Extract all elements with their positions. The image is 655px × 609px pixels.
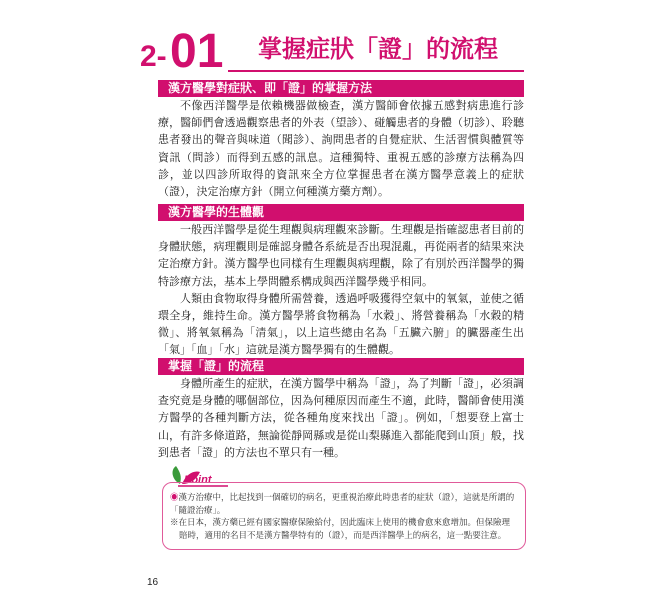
- point-label: Point: [184, 474, 212, 486]
- section-heading-1: 漢方醫學對症狀、即「證」的掌握方法: [158, 80, 524, 97]
- chapter-prefix: 2-: [140, 40, 167, 73]
- point-callout-text: [170, 491, 516, 541]
- point-note: ※在日本，漢方藥已經有國家醫療保險給付，因此臨床上使用的機會愈來愈增加。但保險理賠時，適用的名目不是漢方醫學特有的（證），而是西洋醫學上的病名，這一點要注意。: [170, 517, 511, 540]
- paragraph: 不像西洋醫學是依賴機器做檢查，漢方醫師會依據五感對病患進行診療，醫師們會透過觀察患者的外表（望診）、碰觸患者的身體（切診）、聆聽患者發出的聲音與味道（聞診）、詢問患者的自覺症狀、生活習慣與體質等資訊（問診）而得到五感的訊息。這種獨特、重視五感的診療方法稱為四診，並以四診所取得的資訊來全方位掌握患者在漢方醫學意義上的症狀（證），決定治療方針（開立何種漢方藥方劑）。: [158, 99, 524, 199]
- section-body-2: [158, 221, 524, 359]
- chapter-number: 01: [170, 25, 224, 78]
- chapter-title: 掌握症狀「證」的流程: [258, 36, 498, 63]
- paragraph: 一般西洋醫學是從生理觀與病理觀來診斷。生理觀是指確認患者目前的身體狀態，病理觀則是確認身體各系統是否出現混亂，再從兩者的結果來決定治療方針。漢方醫學也同樣有生理觀與病理觀，除了有別於西洋醫學的獨特診療方法，基本上學問體系構成與西洋醫學幾乎相同。: [158, 223, 524, 288]
- chapter-title-underline: [228, 70, 524, 72]
- section-body-3: [158, 375, 524, 461]
- point-main-line: [170, 491, 516, 516]
- page-number: 16: [147, 577, 159, 588]
- paragraph: 身體所產生的症狀，在漢方醫學中稱為「證」，為了判斷「證」，必須調查究竟是身體的哪個部位，因為何種原因而產生不適，此時，醫師會使用漢方醫學的各種判斷方法，從各種角度來找出「證」。例如，「想要登上富士山，有許多條道路，無論從靜岡縣或是從山梨縣進入都能爬到山頂」般，找到患者「證」的方法也不單只有一種。: [158, 377, 524, 459]
- section-body-1: [158, 97, 524, 200]
- point-main-text: 漢方治療中，比起找到一個確切的病名，更重視治療此時患者的症狀（證），這就是所謂的「隨證治療」。: [170, 492, 515, 515]
- paragraph: 人類由食物取得身體所需營養，透過呼吸獲得空氣中的氧氣，並使之循環全身，維持生命。漢方醫學將食物稱為「水穀」、將營養稱為「水穀的精微」、將氧氣稱為「清氣」，以上這些總由名為「五臟六腑」的臟器產生出「氣」「血」「水」這就是漢方醫學獨有的生體觀。: [158, 291, 524, 357]
- section-heading-3: 掌握「證」的流程: [158, 358, 524, 375]
- bullet-icon: ◉: [170, 492, 179, 502]
- section-heading-2: 漢方醫學的生體觀: [158, 204, 524, 221]
